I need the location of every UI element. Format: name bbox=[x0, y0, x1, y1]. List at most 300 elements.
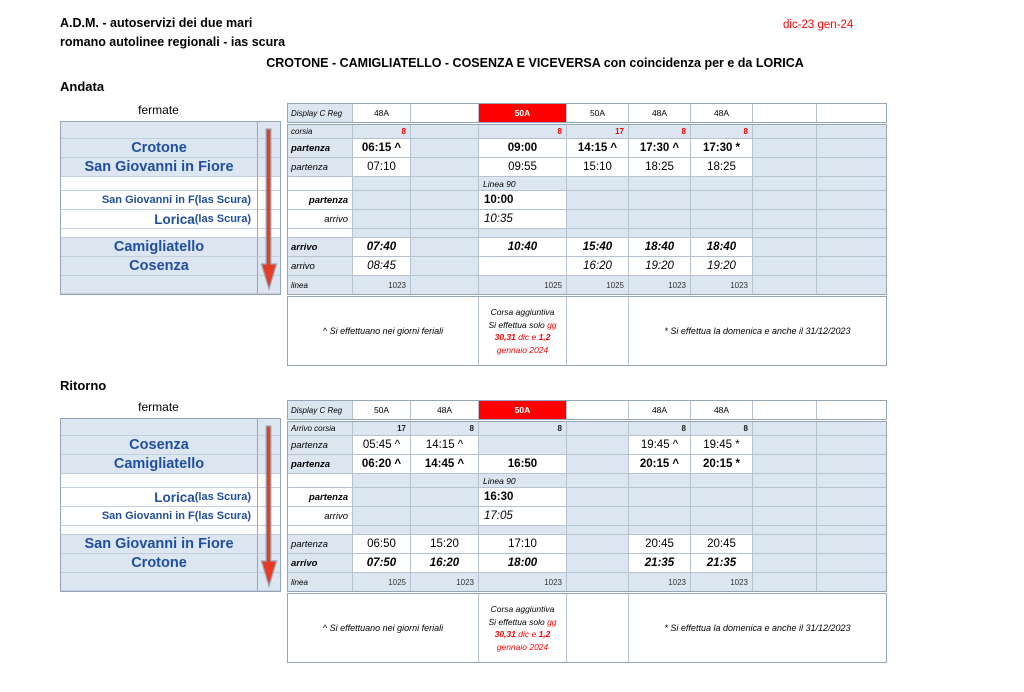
note-text: 30,31 bbox=[494, 332, 516, 342]
row-label bbox=[288, 177, 353, 191]
table-row bbox=[288, 422, 886, 436]
timetable-cell: 06:50 bbox=[353, 535, 411, 554]
arrow-column-cell bbox=[258, 573, 280, 591]
timetable-cell: 8 bbox=[479, 422, 567, 436]
timetable-cell bbox=[817, 573, 886, 591]
timetable-cell bbox=[567, 507, 629, 526]
timetable-cell bbox=[567, 229, 629, 238]
stop-name: Camigliatello bbox=[61, 238, 258, 257]
stop-name bbox=[61, 507, 258, 526]
display-cell: 48A bbox=[691, 104, 753, 122]
row-label: arrivo bbox=[288, 554, 353, 573]
timetable-cell bbox=[691, 488, 753, 507]
timetable-cell bbox=[753, 507, 817, 526]
timetable-cell bbox=[753, 455, 817, 474]
timetable-cell: 1023 bbox=[691, 573, 753, 591]
row-label: partenza bbox=[288, 139, 353, 158]
display-cell: 50A bbox=[479, 104, 567, 122]
timetable-cell: 1025 bbox=[479, 276, 567, 294]
table-row bbox=[288, 507, 886, 526]
timetable-cell: 18:00 bbox=[479, 554, 567, 573]
timetable-cell bbox=[817, 238, 886, 257]
timetable-cell: 1025 bbox=[567, 276, 629, 294]
arrow-column-cell bbox=[258, 507, 280, 526]
stop-row bbox=[61, 257, 280, 276]
arrow-column-cell bbox=[258, 554, 280, 573]
timetable-cell: 16:20 bbox=[411, 554, 479, 573]
stop-name bbox=[61, 474, 258, 488]
stop-name-main: San Giovanni in F bbox=[101, 194, 195, 206]
timetable-cell bbox=[479, 257, 567, 276]
timetable-cell bbox=[411, 210, 479, 229]
display-cell bbox=[753, 104, 817, 122]
stop-row bbox=[61, 535, 280, 554]
arrow-column-cell bbox=[258, 526, 280, 535]
timetable-cell: 15:40 bbox=[567, 238, 629, 257]
stop-name bbox=[61, 191, 258, 210]
display-cell: 50A bbox=[567, 104, 629, 122]
timetable-cell: 16:50 bbox=[479, 455, 567, 474]
timetable-cell: 19:20 bbox=[691, 257, 753, 276]
timetable-cell bbox=[567, 436, 629, 455]
note-corsa-aggiuntiva bbox=[479, 594, 567, 662]
timetable-cell bbox=[411, 507, 479, 526]
timetable-cell bbox=[411, 488, 479, 507]
timetable-cell bbox=[817, 210, 886, 229]
note-text: gennaio 2024 bbox=[496, 344, 549, 355]
row-label: partenza bbox=[288, 535, 353, 554]
row-label bbox=[288, 474, 353, 488]
table-row bbox=[288, 257, 886, 276]
timetable-cell: 17:30 * bbox=[691, 139, 753, 158]
timetable-cell bbox=[629, 526, 691, 535]
display-cell bbox=[817, 104, 886, 122]
timetable-cell bbox=[753, 125, 817, 139]
timetable-cell: 20:45 bbox=[691, 535, 753, 554]
display-cell bbox=[567, 401, 629, 419]
timetable-cell bbox=[691, 526, 753, 535]
timetable-cell: Linea 90 bbox=[479, 474, 567, 488]
section-title-ritorno: Ritorno bbox=[60, 378, 107, 393]
timetable-cell: 8 bbox=[353, 125, 411, 139]
timetable-cell bbox=[817, 507, 886, 526]
timetable-cell: 14:15 ^ bbox=[567, 139, 629, 158]
arrow-column-cell bbox=[258, 419, 280, 436]
table-row bbox=[288, 210, 886, 229]
stop-row bbox=[61, 191, 280, 210]
display-cell: 48A bbox=[629, 401, 691, 419]
timetable-cell: 10:35 bbox=[479, 210, 567, 229]
timetable-cell: 19:45 * bbox=[691, 436, 753, 455]
row-label: Arrivo corsia bbox=[288, 422, 353, 436]
display-cell: 50A bbox=[479, 401, 567, 419]
timetable-cell: Linea 90 bbox=[479, 177, 567, 191]
display-cell: 50A bbox=[353, 401, 411, 419]
timetable-cell bbox=[411, 191, 479, 210]
timetable-cell bbox=[479, 436, 567, 455]
timetable-cell bbox=[753, 276, 817, 294]
row-label: partenza bbox=[288, 488, 353, 507]
stop-row bbox=[61, 488, 280, 507]
timetable-cell: 07:50 bbox=[353, 554, 411, 573]
stop-name bbox=[61, 229, 258, 238]
note-line bbox=[495, 628, 551, 641]
timetable-cell bbox=[753, 191, 817, 210]
stop-name-main: Lorica bbox=[154, 211, 195, 227]
timetable-cell bbox=[567, 177, 629, 191]
timetable-cell: 19:45 ^ bbox=[629, 436, 691, 455]
note-domenica: * Si effettua la domenica e anche il 31/12/2023 bbox=[664, 326, 851, 336]
note-text: Corsa aggiuntiva bbox=[490, 307, 555, 317]
timetable-cell bbox=[567, 474, 629, 488]
stop-row bbox=[61, 177, 280, 191]
note-line bbox=[497, 344, 549, 357]
timetable-cell: 1025 bbox=[353, 573, 411, 591]
timetable-cell bbox=[629, 507, 691, 526]
timetable-cell: 8 bbox=[411, 422, 479, 436]
row-label bbox=[288, 526, 353, 535]
timetable-cell: 07:10 bbox=[353, 158, 411, 177]
timetable-cell bbox=[411, 139, 479, 158]
stops-panel-andata bbox=[60, 121, 281, 295]
timetable-cell: 05:45 ^ bbox=[353, 436, 411, 455]
stop-row bbox=[61, 229, 280, 238]
timetable-cell bbox=[353, 526, 411, 535]
note-text: 30,31 bbox=[494, 629, 516, 639]
timetable-cell: 17 bbox=[353, 422, 411, 436]
display-cell bbox=[753, 401, 817, 419]
row-label: partenza bbox=[288, 158, 353, 177]
timetable-cell bbox=[567, 526, 629, 535]
stop-name bbox=[61, 573, 258, 591]
timetable-cell: 06:15 ^ bbox=[353, 139, 411, 158]
stop-row bbox=[61, 210, 280, 229]
stop-name bbox=[61, 177, 258, 191]
note-line bbox=[488, 319, 556, 332]
timetable-cell: 07:40 bbox=[353, 238, 411, 257]
timetable-cell bbox=[353, 191, 411, 210]
table-row bbox=[288, 488, 886, 507]
timetable-cell: 17:05 bbox=[479, 507, 567, 526]
timetable-cell bbox=[753, 139, 817, 158]
note-line bbox=[491, 306, 555, 319]
timetable-cell bbox=[567, 535, 629, 554]
table-row bbox=[288, 455, 886, 474]
arrow-column-cell bbox=[258, 257, 280, 276]
timetable-cell: 18:25 bbox=[629, 158, 691, 177]
note-text: dic e bbox=[515, 629, 539, 639]
row-label bbox=[288, 229, 353, 238]
timetable-cell bbox=[691, 507, 753, 526]
timetable-cell: 06:20 ^ bbox=[353, 455, 411, 474]
table-row bbox=[288, 436, 886, 455]
table-row bbox=[288, 229, 886, 238]
route-title: CROTONE - CAMIGLIATELLO - COSENZA E VICEVERSA con coincidenza per e da LORICA bbox=[266, 56, 804, 70]
table-row bbox=[288, 573, 886, 591]
table-row bbox=[288, 238, 886, 257]
validity-period: dic-23 gen-24 bbox=[783, 19, 854, 31]
arrow-column-cell bbox=[258, 455, 280, 474]
stop-name-suffix: (las Scura) bbox=[194, 510, 251, 522]
timetable-cell bbox=[753, 177, 817, 191]
note-text: gg bbox=[547, 616, 557, 627]
note-line bbox=[495, 331, 551, 344]
timetable-andata bbox=[287, 124, 887, 295]
notes-block-ritorno bbox=[287, 593, 887, 663]
timetable-cell bbox=[629, 488, 691, 507]
timetable-cell bbox=[353, 229, 411, 238]
stop-name-suffix: (las Scura) bbox=[194, 491, 251, 503]
timetable-cell bbox=[753, 535, 817, 554]
timetable-cell: 16:30 bbox=[479, 488, 567, 507]
arrow-column-cell bbox=[258, 122, 280, 139]
timetable-cell: 20:15 * bbox=[691, 455, 753, 474]
timetable-cell bbox=[817, 488, 886, 507]
timetable-cell bbox=[353, 177, 411, 191]
arrow-column-cell bbox=[258, 191, 280, 210]
timetable-cell bbox=[353, 488, 411, 507]
timetable-cell bbox=[479, 229, 567, 238]
stop-name bbox=[61, 526, 258, 535]
timetable-cell bbox=[691, 474, 753, 488]
note-text: 1,2 bbox=[538, 629, 551, 639]
timetable-cell bbox=[817, 422, 886, 436]
stop-name bbox=[61, 419, 258, 436]
table-row bbox=[288, 139, 886, 158]
timetable-cell: 16:20 bbox=[567, 257, 629, 276]
stop-row bbox=[61, 238, 280, 257]
stop-name-suffix: (las Scura) bbox=[194, 213, 251, 225]
stop-row bbox=[61, 276, 280, 294]
timetable-cell bbox=[629, 191, 691, 210]
timetable-cell bbox=[353, 210, 411, 229]
stop-name bbox=[61, 488, 258, 507]
stop-row bbox=[61, 573, 280, 591]
stops-panel-ritorno bbox=[60, 418, 281, 592]
arrow-column-cell bbox=[258, 535, 280, 554]
timetable-cell bbox=[629, 474, 691, 488]
timetable-cell: 1023 bbox=[479, 573, 567, 591]
table-row bbox=[288, 158, 886, 177]
timetable-cell: 14:15 ^ bbox=[411, 436, 479, 455]
timetable-cell bbox=[817, 177, 886, 191]
note-text: gg bbox=[547, 319, 557, 330]
table-row bbox=[288, 125, 886, 139]
display-cell: 48A bbox=[353, 104, 411, 122]
timetable-cell bbox=[817, 535, 886, 554]
stop-row bbox=[61, 158, 280, 177]
timetable-cell bbox=[753, 158, 817, 177]
timetable-cell bbox=[753, 488, 817, 507]
table-row bbox=[288, 401, 886, 419]
timetable-cell: 8 bbox=[479, 125, 567, 139]
arrow-column-cell bbox=[258, 177, 280, 191]
stop-name bbox=[61, 122, 258, 139]
timetable-cell bbox=[567, 554, 629, 573]
timetable-cell bbox=[629, 210, 691, 229]
timetable-cell: 17 bbox=[567, 125, 629, 139]
timetable-cell bbox=[753, 554, 817, 573]
timetable-cell bbox=[411, 276, 479, 294]
row-label: partenza bbox=[288, 455, 353, 474]
arrow-column-cell bbox=[258, 436, 280, 455]
stop-name: Cosenza bbox=[61, 257, 258, 276]
timetable-cell: 21:35 bbox=[629, 554, 691, 573]
timetable-cell bbox=[691, 191, 753, 210]
note-domenica: * Si effettua la domenica e anche il 31/12/2023 bbox=[664, 623, 851, 633]
timetable-cell bbox=[567, 210, 629, 229]
timetable-cell bbox=[817, 276, 886, 294]
stop-row bbox=[61, 526, 280, 535]
timetable-cell bbox=[753, 257, 817, 276]
timetable-cell: 1023 bbox=[629, 276, 691, 294]
note-line bbox=[497, 641, 549, 654]
arrow-column-cell bbox=[258, 488, 280, 507]
row-label: arrivo bbox=[288, 507, 353, 526]
row-label: arrivo bbox=[288, 238, 353, 257]
stop-row bbox=[61, 436, 280, 455]
arrow-column-cell bbox=[258, 158, 280, 177]
stop-name: Camigliatello bbox=[61, 455, 258, 474]
row-label: Display C Reg bbox=[288, 104, 353, 122]
stop-row bbox=[61, 507, 280, 526]
timetable-cell bbox=[479, 526, 567, 535]
timetable-cell bbox=[817, 436, 886, 455]
note-line bbox=[488, 616, 556, 629]
timetable-cell bbox=[567, 191, 629, 210]
timetable-cell bbox=[629, 229, 691, 238]
arrow-column-cell bbox=[258, 229, 280, 238]
stop-name-suffix: (las Scura) bbox=[194, 194, 251, 206]
stop-row bbox=[61, 122, 280, 139]
note-corsa-aggiuntiva bbox=[479, 297, 567, 365]
stop-row bbox=[61, 139, 280, 158]
timetable-cell bbox=[411, 125, 479, 139]
timetable-cell bbox=[691, 177, 753, 191]
timetable-ritorno bbox=[287, 421, 887, 592]
table-row bbox=[288, 104, 886, 122]
stop-name-main: San Giovanni in F bbox=[101, 510, 195, 522]
timetable-cell bbox=[753, 422, 817, 436]
table-row bbox=[288, 554, 886, 573]
notes-block-andata bbox=[287, 296, 887, 366]
note-empty-cell bbox=[567, 594, 629, 662]
row-label: linea bbox=[288, 276, 353, 294]
arrow-column-cell bbox=[258, 210, 280, 229]
display-cell: 48A bbox=[411, 401, 479, 419]
company-subtitle: romano autolinee regionali - ias scura bbox=[60, 35, 286, 49]
note-text: 1,2 bbox=[538, 332, 551, 342]
fermate-label-andata: fermate bbox=[138, 103, 179, 117]
table-row bbox=[288, 191, 886, 210]
arrow-column-cell bbox=[258, 474, 280, 488]
display-cell bbox=[411, 104, 479, 122]
note-text: Si effettua solo bbox=[488, 319, 548, 330]
timetable-cell bbox=[411, 238, 479, 257]
timetable-cell: 8 bbox=[629, 125, 691, 139]
note-text: Corsa aggiuntiva bbox=[490, 604, 555, 614]
arrow-column-cell bbox=[258, 238, 280, 257]
timetable-cell: 09:00 bbox=[479, 139, 567, 158]
timetable-cell bbox=[817, 257, 886, 276]
timetable-cell bbox=[567, 488, 629, 507]
timetable-cell bbox=[817, 474, 886, 488]
timetable-cell bbox=[817, 158, 886, 177]
stop-name: Crotone bbox=[61, 554, 258, 573]
timetable-cell bbox=[567, 422, 629, 436]
timetable-cell: 08:45 bbox=[353, 257, 411, 276]
timetable-cell: 21:35 bbox=[691, 554, 753, 573]
timetable-cell bbox=[753, 436, 817, 455]
timetable-cell bbox=[817, 191, 886, 210]
timetable-cell bbox=[817, 125, 886, 139]
timetable-cell: 8 bbox=[691, 125, 753, 139]
timetable-cell bbox=[817, 554, 886, 573]
timetable-cell: 10:00 bbox=[479, 191, 567, 210]
timetable-cell bbox=[567, 455, 629, 474]
display-cell: 48A bbox=[629, 104, 691, 122]
timetable-cell: 8 bbox=[629, 422, 691, 436]
timetable-cell: 8 bbox=[691, 422, 753, 436]
display-row-block-andata bbox=[287, 103, 887, 123]
timetable-cell: 15:10 bbox=[567, 158, 629, 177]
timetable-cell: 1023 bbox=[629, 573, 691, 591]
timetable-cell: 20:15 ^ bbox=[629, 455, 691, 474]
timetable-cell bbox=[353, 507, 411, 526]
stop-name: Crotone bbox=[61, 139, 258, 158]
timetable-cell: 18:25 bbox=[691, 158, 753, 177]
display-cell: 48A bbox=[691, 401, 753, 419]
section-title-andata: Andata bbox=[60, 79, 105, 94]
row-label: linea bbox=[288, 573, 353, 591]
row-label: arrivo bbox=[288, 210, 353, 229]
stop-name: San Giovanni in Fiore bbox=[61, 158, 258, 177]
fermate-label-ritorno: fermate bbox=[138, 400, 179, 414]
timetable-cell: 15:20 bbox=[411, 535, 479, 554]
note-text: gennaio 2024 bbox=[496, 641, 549, 652]
table-row bbox=[288, 276, 886, 294]
display-cell bbox=[817, 401, 886, 419]
arrow-column-cell bbox=[258, 139, 280, 158]
timetable-cell: 18:40 bbox=[629, 238, 691, 257]
timetable-cell bbox=[629, 177, 691, 191]
timetable-cell bbox=[567, 573, 629, 591]
note-text: dic e bbox=[515, 332, 539, 342]
timetable-cell: 14:45 ^ bbox=[411, 455, 479, 474]
timetable-cell bbox=[753, 229, 817, 238]
arrow-column-cell bbox=[258, 276, 280, 294]
row-label: corsia bbox=[288, 125, 353, 139]
table-row bbox=[288, 535, 886, 554]
timetable-cell bbox=[353, 474, 411, 488]
row-label: partenza bbox=[288, 191, 353, 210]
stop-row bbox=[61, 554, 280, 573]
timetable-cell bbox=[411, 229, 479, 238]
timetable-cell bbox=[753, 526, 817, 535]
stop-name: San Giovanni in Fiore bbox=[61, 535, 258, 554]
timetable-cell: 17:10 bbox=[479, 535, 567, 554]
timetable-cell bbox=[753, 573, 817, 591]
timetable-cell: 18:40 bbox=[691, 238, 753, 257]
timetable-cell bbox=[411, 177, 479, 191]
note-feriali: ^ Si effettuano nei giorni feriali bbox=[288, 594, 479, 662]
timetable-cell: 1023 bbox=[691, 276, 753, 294]
timetable-cell: 19:20 bbox=[629, 257, 691, 276]
timetable-cell: 17:30 ^ bbox=[629, 139, 691, 158]
stop-name: Cosenza bbox=[61, 436, 258, 455]
table-row bbox=[288, 474, 886, 488]
timetable-cell bbox=[817, 526, 886, 535]
